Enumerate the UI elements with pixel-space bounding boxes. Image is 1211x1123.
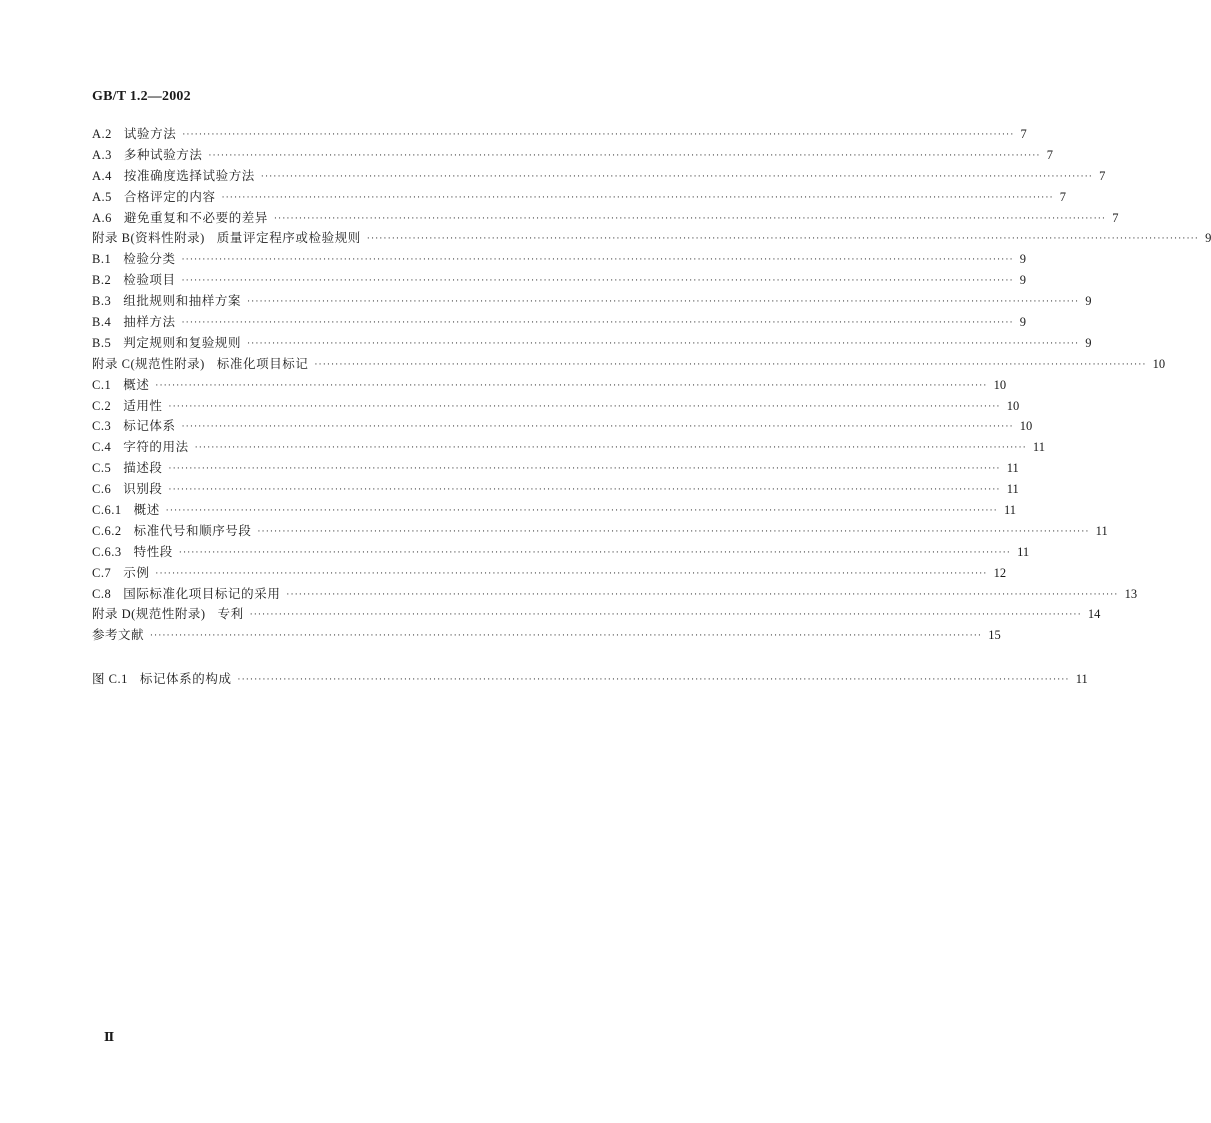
- entry-title: 试验方法: [123, 126, 177, 141]
- entry-number: C.4: [92, 440, 112, 455]
- entry-page: 11: [1006, 461, 1019, 476]
- entry-page: 9: [1019, 273, 1027, 288]
- toc-entry[interactable]: [92, 542, 1030, 563]
- entry-title: 检验项目: [123, 272, 176, 288]
- entry-page: 12: [993, 565, 1007, 580]
- dot-leader: ········································································································································································································: [181, 318, 1014, 329]
- entry-page: 9: [1085, 335, 1092, 350]
- entry-page: 9: [1085, 294, 1092, 309]
- dot-leader: ········································································································································································································: [168, 401, 1001, 412]
- dot-leader: ········································································································································································································: [247, 338, 1080, 349]
- toc-entry[interactable]: [92, 563, 1007, 584]
- entry-title: 标准化项目标记: [216, 355, 309, 371]
- entry-title: 示例: [123, 564, 150, 580]
- entry-title: 组批规则和抽样方案: [123, 293, 242, 309]
- entry-page: 11: [1003, 503, 1017, 518]
- entry-page: 10: [1019, 419, 1033, 434]
- entry-title: 专利: [217, 606, 244, 622]
- toc-entry[interactable]: [92, 521, 1108, 542]
- dot-leader: ········································································································································································································: [168, 485, 1001, 496]
- entry-title: 识别段: [123, 481, 163, 497]
- toc-entry[interactable]: [92, 375, 1007, 396]
- entry-number: C.8: [92, 586, 112, 601]
- toc-entry[interactable]: [92, 312, 1027, 333]
- entry-number: C.6: [92, 482, 112, 497]
- entry-number: C.5: [92, 461, 112, 476]
- entry-number: 参考文献: [92, 628, 145, 643]
- toc-entry[interactable]: [92, 124, 1027, 145]
- entry-page: 11: [1017, 544, 1030, 559]
- toc-entry[interactable]: [92, 625, 1001, 646]
- entry-title: 避免重复和不必要的差异: [123, 209, 269, 225]
- entry-number: B.4: [92, 315, 112, 330]
- entry-number: A.4: [92, 168, 112, 183]
- dot-leader: ········································································································································································································: [181, 276, 1014, 287]
- entry-page: 14: [1087, 607, 1101, 622]
- entry-number: C.2: [92, 398, 112, 413]
- dot-leader: ········································································································································································································: [366, 234, 1200, 245]
- dot-leader: ········································································································································································································: [260, 171, 1094, 182]
- dot-leader: ········································································································································································································: [168, 464, 1001, 475]
- dot-leader: ········································································································································································································: [221, 192, 1054, 203]
- entry-number: C.6.2: [92, 523, 122, 538]
- entry-title: 合格评定的内容: [123, 188, 216, 204]
- toc-entry[interactable]: [92, 187, 1067, 208]
- dot-leader: ········································································································································································································: [150, 631, 983, 642]
- entry-title: 特性段: [133, 543, 173, 559]
- entry-page: 9: [1019, 315, 1027, 330]
- dot-leader: ········································································································································································································: [181, 422, 1014, 433]
- entry-page: 9: [1019, 252, 1027, 267]
- entry-number: 附录 D(规范性附录): [92, 607, 206, 622]
- entry-page: 10: [1006, 398, 1020, 413]
- entry-page: 7: [1020, 127, 1027, 141]
- entry-title: 概述: [133, 502, 160, 518]
- entry-page: 13: [1124, 586, 1138, 601]
- dot-leader: ········································································································································································································: [237, 675, 1070, 685]
- dot-leader: ········································································································································································································: [155, 380, 988, 391]
- table-of-contents: [92, 124, 1211, 646]
- entry-page: 11: [1006, 482, 1019, 497]
- entry-page: 10: [993, 377, 1007, 392]
- entry-number: C.3: [92, 419, 112, 434]
- document-code: GB/T 1.2—2002: [92, 89, 191, 104]
- entry-page: 11: [1075, 672, 1088, 686]
- toc-entry[interactable]: [92, 584, 1138, 605]
- entry-number: B.2: [92, 273, 112, 288]
- entry-number: C.1: [92, 377, 112, 392]
- toc-entry[interactable]: [92, 145, 1053, 166]
- dot-leader: ········································································································································································································: [194, 443, 1027, 454]
- entry-title: 抽样方法: [123, 314, 176, 330]
- toc-entry[interactable]: [92, 604, 1101, 625]
- figure-entry[interactable]: [92, 669, 1088, 690]
- dot-leader: ········································································································································································································: [178, 547, 1012, 558]
- entry-title: 多种试验方法: [123, 146, 203, 162]
- toc-entry[interactable]: [92, 291, 1092, 312]
- entry-page: 15: [988, 628, 1001, 643]
- entry-number: C.6.1: [92, 503, 122, 518]
- entry-title: 质量评定程序或检验规则: [216, 230, 361, 246]
- toc-entry[interactable]: [92, 228, 1211, 249]
- toc-entry[interactable]: [92, 333, 1092, 354]
- dot-leader: ········································································································································································································: [181, 255, 1014, 266]
- entry-title: 检验分类: [123, 251, 176, 267]
- entry-number: B.1: [92, 252, 112, 267]
- toc-entry[interactable]: [92, 270, 1027, 291]
- dot-leader: ········································································································································································································: [247, 297, 1080, 308]
- entry-number: A.3: [92, 147, 112, 162]
- entry-title: 适用性: [123, 397, 163, 413]
- dot-leader: ········································································································································································································: [155, 568, 988, 579]
- dot-leader: ········································································································································································································: [257, 526, 1090, 537]
- entry-page: 10: [1152, 356, 1166, 371]
- toc-entry[interactable]: [92, 166, 1106, 187]
- entry-number: B.3: [92, 294, 112, 309]
- toc-entry[interactable]: [92, 249, 1027, 270]
- dot-leader: ········································································································································································································: [286, 589, 1119, 600]
- entry-title: 标记体系的构成: [139, 671, 232, 686]
- entry-title: 判定规则和复验规则: [123, 334, 242, 350]
- entry-number: C.6.3: [92, 544, 122, 559]
- toc-entry[interactable]: [92, 354, 1166, 375]
- entry-number: C.7: [92, 565, 112, 580]
- toc-entry[interactable]: [92, 458, 1019, 479]
- entry-number: A.5: [92, 189, 112, 204]
- entry-page: 7: [1112, 210, 1119, 225]
- figure-list: [92, 669, 1088, 690]
- dot-leader: ········································································································································································································: [314, 359, 1147, 370]
- toc-entry[interactable]: [92, 416, 1033, 437]
- page-number: Ⅱ: [104, 1030, 115, 1044]
- entry-title: 标准代号和顺序号段: [133, 522, 252, 538]
- entry-title: 字符的用法: [123, 439, 189, 455]
- toc-entry[interactable]: [92, 500, 1017, 521]
- entry-title: 标记体系: [123, 418, 176, 434]
- entry-number: B.5: [92, 335, 112, 350]
- dot-leader: ········································································································································································································: [208, 150, 1041, 161]
- entry-title: 描述段: [123, 460, 163, 476]
- entry-number: A.2: [92, 127, 112, 141]
- toc-entry[interactable]: [92, 437, 1045, 458]
- entry-page: 11: [1095, 523, 1108, 538]
- dot-leader: ········································································································································································································: [274, 213, 1107, 224]
- entry-title: 按准确度选择试验方法: [123, 167, 255, 183]
- dot-leader: ········································································································································································································: [182, 130, 1015, 140]
- dot-leader: ········································································································································································································: [165, 506, 998, 517]
- toc-entry[interactable]: [92, 208, 1119, 229]
- dot-leader: ········································································································································································································: [249, 610, 1082, 621]
- entry-number: 附录 C(规范性附录): [92, 356, 205, 371]
- entry-page: 7: [1059, 189, 1067, 204]
- entry-page: 7: [1046, 147, 1053, 162]
- toc-entry[interactable]: [92, 396, 1020, 417]
- entry-number: 图 C.1: [92, 672, 128, 686]
- entry-title: 概述: [123, 376, 150, 392]
- entry-page: 11: [1032, 440, 1045, 455]
- entry-number: 附录 B(资料性附录): [92, 231, 205, 246]
- entry-number: A.6: [92, 210, 112, 225]
- toc-entry[interactable]: [92, 479, 1019, 500]
- entry-page: 7: [1099, 168, 1106, 183]
- entry-page: 9: [1205, 231, 1211, 246]
- entry-title: 国际标准化项目标记的采用: [123, 585, 281, 601]
